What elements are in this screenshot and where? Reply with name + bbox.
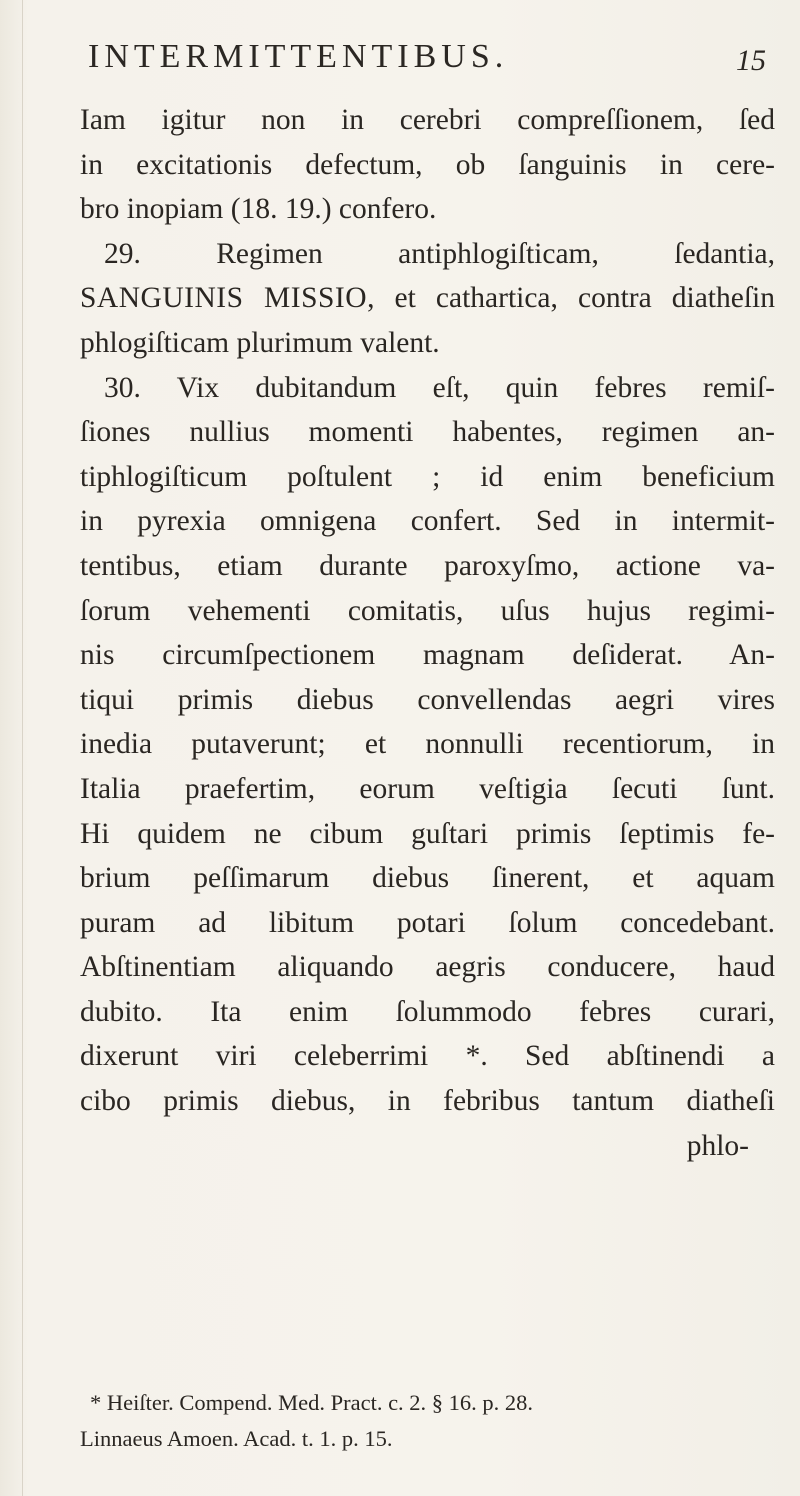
- page-number: 15: [736, 44, 766, 77]
- text-line: tentibus, etiam durante paroxyſmo, actione va-: [80, 549, 775, 582]
- text-line: nis circumſpectionem magnam deſiderat. An-: [80, 639, 775, 672]
- text-line: Abſtinentiam aliquando aegris conducere, haud: [80, 951, 775, 984]
- text-line: ſorum vehementi comitatis, uſus hujus regimi-: [80, 594, 775, 627]
- text-line-sanguinis: [80, 276, 775, 321]
- text-line: bro inopiam (18. 19.) confero.: [80, 193, 437, 226]
- footnote-line: * Heiſter. Compend. Med. Pract. c. 2. § 16. p. 28.: [90, 1390, 534, 1415]
- text-line: phlogiſticam plurimum valent.: [80, 326, 440, 359]
- text-line: inedia putaverunt; et nonnulli recentiorum, in: [80, 728, 775, 761]
- text-line: puram ad libitum potari ſolum concedebant.: [80, 906, 775, 939]
- text-line: in pyrexia omnigena confert. Sed in intermit-: [80, 505, 775, 538]
- text-line: Italia praefertim, eorum veſtigia ſecuti ſunt.: [80, 772, 775, 805]
- footnote-line: Linnaeus Amoen. Acad. t. 1. p. 15.: [80, 1426, 393, 1451]
- small-caps-term: SANGUINIS MISSIO: [80, 282, 368, 315]
- running-title: INTERMITTENTIBUS.: [88, 38, 509, 75]
- text-line: Iam igitur non in cerebri compreſſionem, ſed: [80, 104, 775, 136]
- page-header: [88, 38, 768, 88]
- text-line: dubito. Ita enim ſolummodo febres curari,: [80, 995, 775, 1028]
- text-line-rest: , et cathartica, contra diatheſin: [367, 282, 775, 315]
- page-gutter-edge: [22, 0, 23, 1496]
- text-line: Hi quidem ne cibum guſtari primis ſeptimis fe-: [80, 817, 775, 850]
- text-line: tiqui primis diebus convellendas aegri vires: [80, 683, 775, 716]
- body-text: [80, 98, 775, 1168]
- catchword: phlo-: [686, 1129, 749, 1162]
- text-line: dixerunt viri celeberrimi *. Sed abſtinendi a: [80, 1040, 775, 1073]
- text-line: cibo primis diebus, in febribus tantum diatheſi: [80, 1085, 775, 1118]
- text-line: brium peſſimarum diebus ſinerent, et aquam: [80, 862, 775, 895]
- footnotes: [80, 1385, 780, 1457]
- text-line: in excitationis defectum, ob ſanguinis in cere-: [80, 148, 775, 181]
- text-line: ſiones nullius momenti habentes, regimen an-: [80, 416, 775, 449]
- paragraph-30-start: 30. Vix dubitandum eſt, quin febres remiſ-: [104, 371, 775, 404]
- paragraph-29-start: 29. Regimen antiphlogiſticam, ſedantia,: [104, 237, 775, 270]
- text-line: tiphlogiſticum poſtulent ; id enim beneficium: [80, 460, 775, 493]
